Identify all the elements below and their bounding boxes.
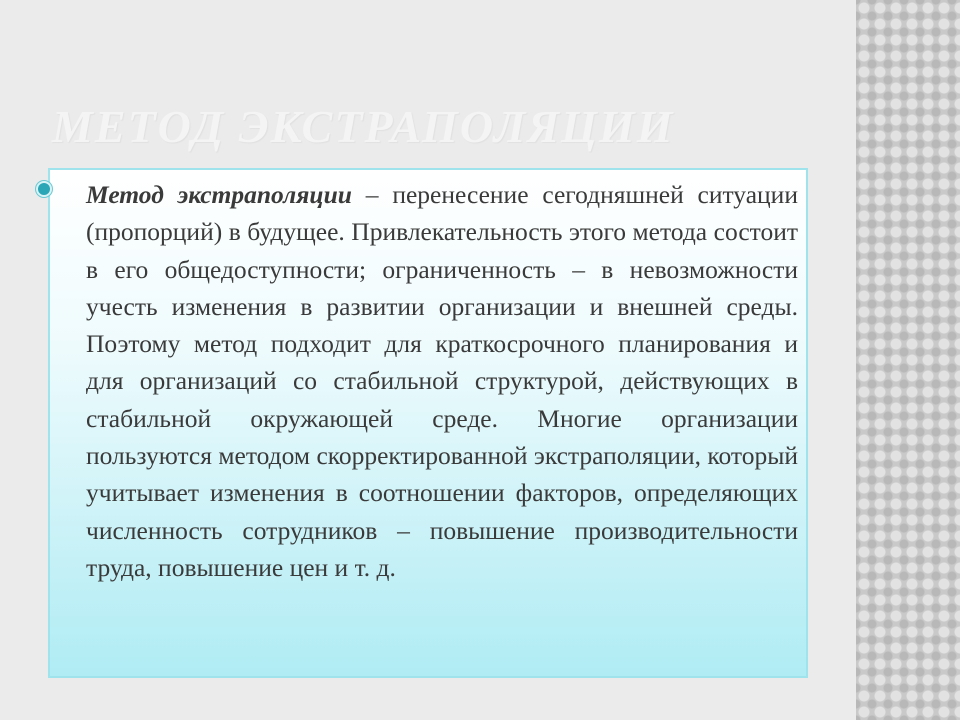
- decorative-pattern-strip: [856, 0, 960, 720]
- bullet-term: Метод экстраполяции: [86, 180, 352, 209]
- bullet-definition: – перенесение сегодняшней ситуации (пропорций) в будущее. Привлекательность этого метода состоит в его общедоступности; ограниченность – в невозможности учесть изменения в развитии организации и внешней среды. Поэтому метод подходит для краткосрочного планирования и для организаций со стабильной структурой, действующих в стабильной окружающей среде. Многие организации пользуются методом скорректированной экстраполяции, который учитывает изменения в соотношении факторов, определяющих численность сотрудников – повышение производительности труда, повышение цен и т. д.: [86, 180, 798, 582]
- slide-title: МЕТОД ЭКСТРАПОЛЯЦИИ: [52, 101, 675, 152]
- bullet-paragraph: [86, 176, 798, 586]
- bullet-icon: [38, 183, 50, 195]
